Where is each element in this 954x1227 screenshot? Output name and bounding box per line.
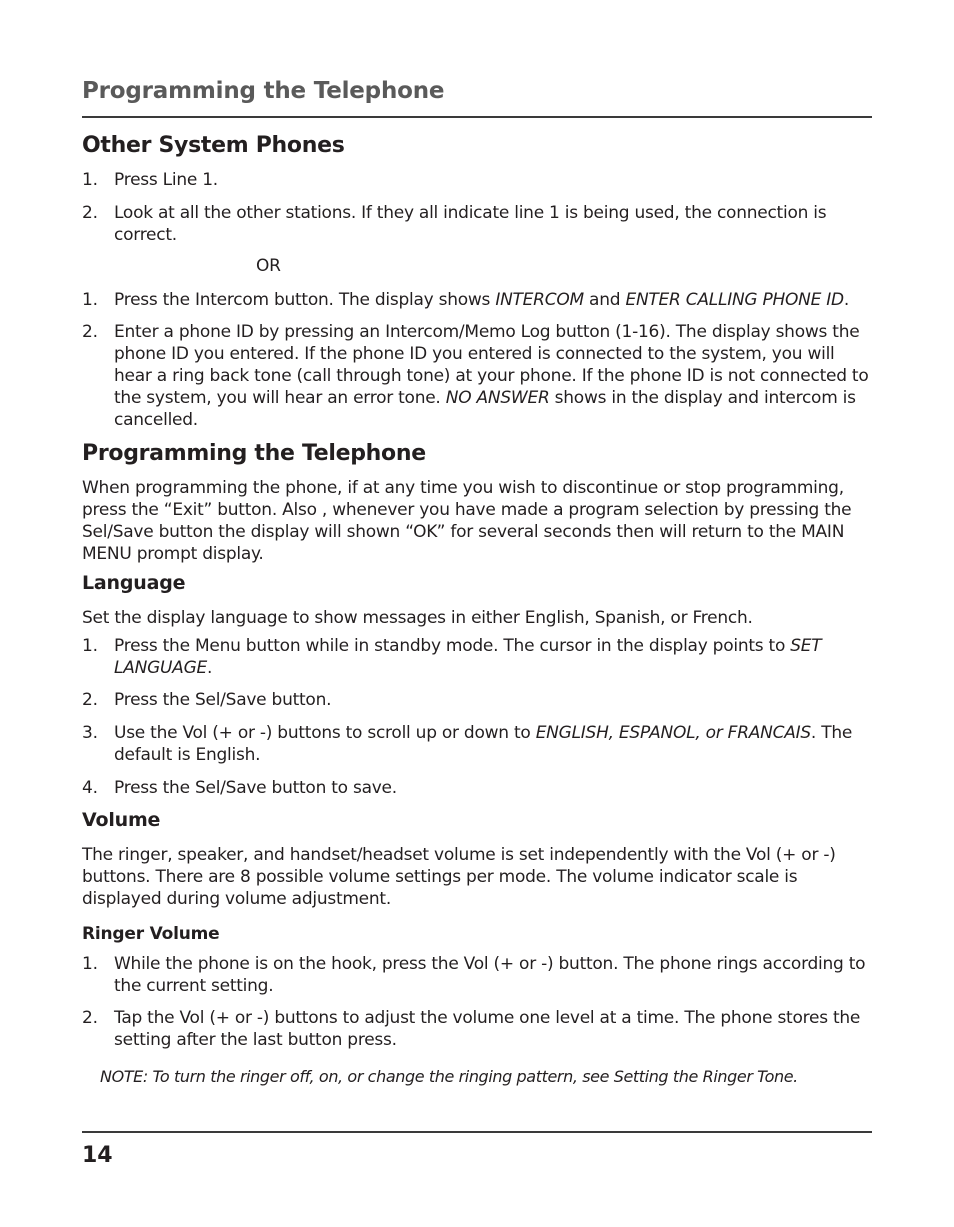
- list-item: [82, 635, 872, 679]
- step-text: Enter a phone ID by pressing an Intercom/Memo Log button (1-16). The display shows the phone ID you entered. If the phone ID you entered is connected to the system, you will hear a ring back tone (call through tone) at your phone. If the phone ID is not connected to the system, you will hear an error tone. NO ANSWER shows in the display and intercom is cancelled.: [114, 322, 869, 430]
- display-text: INTERCOM: [495, 290, 584, 310]
- step-number: 1.: [82, 636, 98, 656]
- footer-divider: [82, 1131, 872, 1133]
- volume-intro: The ringer, speaker, and handset/headset volume is set independently with the Vol (+ or -) buttons. There are 8 possible volume settings per mode. The volume indicator scale is displayed during volume adjustment.: [82, 845, 836, 909]
- language-intro: Set the display language to show messages in either English, Spanish, or French.: [82, 608, 753, 628]
- list-item: [82, 202, 872, 246]
- header-divider: [82, 116, 872, 118]
- list-item: [82, 722, 872, 766]
- list-item: [82, 953, 872, 997]
- step-number: 2.: [82, 690, 98, 710]
- step-text: Press the Sel/Save button.: [114, 690, 332, 710]
- list-item: [82, 777, 872, 799]
- step-text: Press the Menu button while in standby mode. The cursor in the display points to SET LANGUAGE.: [114, 636, 822, 678]
- heading-volume: Volume: [82, 809, 161, 831]
- step-number: 2.: [82, 322, 98, 342]
- heading-ringer-volume: Ringer Volume: [82, 924, 220, 944]
- step-number: 1.: [82, 170, 98, 190]
- step-number: 1.: [82, 290, 98, 310]
- step-text: Use the Vol (+ or -) buttons to scroll up or down to ENGLISH, ESPANOL, or FRANCAIS. The default is English.: [114, 723, 853, 765]
- running-header-title: Programming the Telephone: [82, 78, 445, 104]
- step-text: Press the Intercom button. The display shows INTERCOM and ENTER CALLING PHONE ID.: [114, 290, 850, 310]
- or-separator: OR: [256, 256, 281, 276]
- list-item: [82, 321, 872, 431]
- step-number: 4.: [82, 778, 98, 798]
- list-item: [82, 689, 872, 711]
- step-number: 3.: [82, 723, 98, 743]
- ringer-note: NOTE: To turn the ringer off, on, or change the ringing pattern, see Setting the Ringer Tone.: [100, 1067, 798, 1086]
- step-number: 2.: [82, 203, 98, 223]
- heading-programming-the-telephone: Programming the Telephone: [82, 441, 426, 466]
- programming-intro: When programming the phone, if at any time you wish to discontinue or stop programming, press the “Exit” button. Also , whenever you have made a program selection by pressing the Sel/Save button the display will shown “OK” for several seconds then will return to the MAIN MENU prompt display.: [82, 478, 852, 564]
- page-number: 14: [82, 1143, 113, 1168]
- step-text: While the phone is on the hook, press the Vol (+ or -) button. The phone rings according to the current setting.: [114, 954, 866, 996]
- display-text: ENTER CALLING PHONE ID: [625, 290, 844, 310]
- display-text: SET LANGUAGE: [114, 636, 822, 678]
- list-item: [82, 1007, 872, 1051]
- step-number: 2.: [82, 1008, 98, 1028]
- display-text: NO ANSWER: [445, 388, 550, 408]
- heading-other-system-phones: Other System Phones: [82, 133, 345, 158]
- display-text: ENGLISH, ESPANOL, or FRANCAIS: [535, 723, 811, 743]
- step-text: Press the Sel/Save button to save.: [114, 778, 397, 798]
- step-text: Press Line 1.: [114, 170, 218, 190]
- step-number: 1.: [82, 954, 98, 974]
- heading-language: Language: [82, 572, 186, 594]
- step-text: Tap the Vol (+ or -) buttons to adjust the volume one level at a time. The phone stores the setting after the last button press.: [114, 1008, 861, 1050]
- list-item: [82, 289, 872, 311]
- list-item: [82, 169, 872, 191]
- step-text: Look at all the other stations. If they all indicate line 1 is being used, the connection is correct.: [114, 203, 827, 245]
